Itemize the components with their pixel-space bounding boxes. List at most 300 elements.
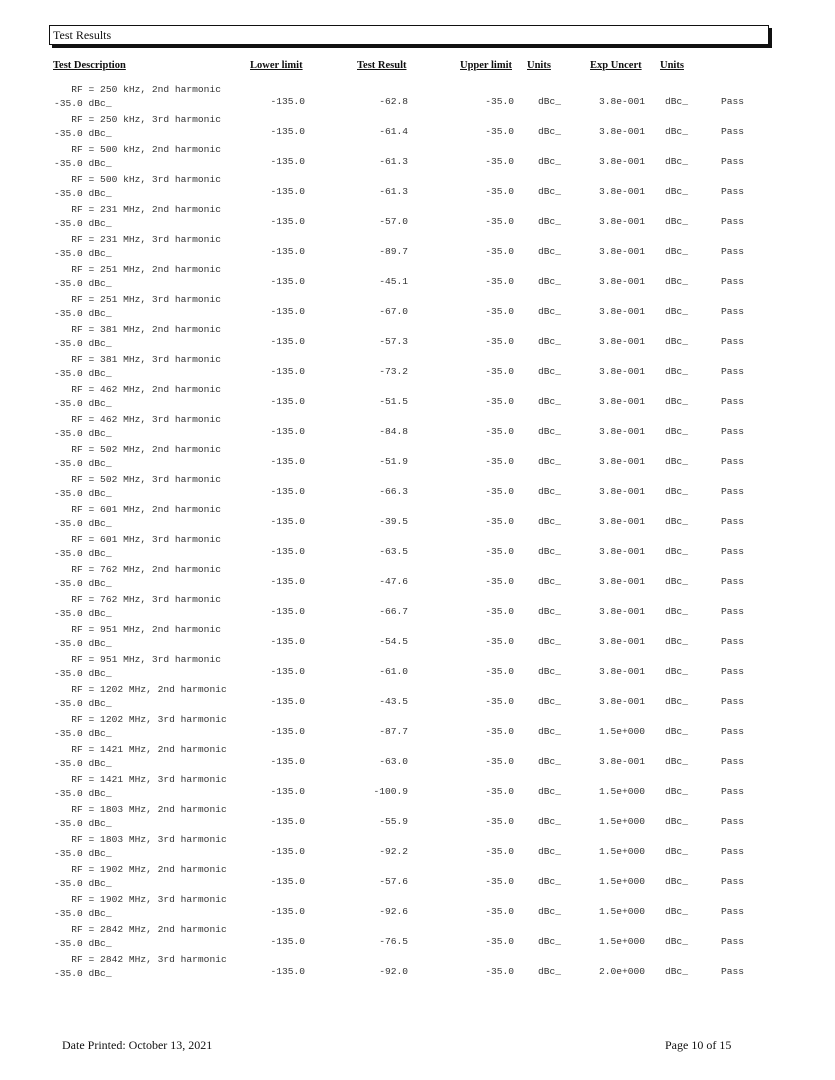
units-2-value: dBc_ xyxy=(665,786,689,797)
description-line-1: RF = 462 MHz, 2nd harmonic xyxy=(54,384,221,395)
table-row xyxy=(0,204,835,234)
test-result-value: -51.5 xyxy=(379,396,408,407)
units-2-value: dBc_ xyxy=(665,156,689,167)
upper-limit-value: -35.0 xyxy=(485,666,514,677)
description-line-1: RF = 762 MHz, 2nd harmonic xyxy=(54,564,221,575)
upper-limit-value: -35.0 xyxy=(485,426,514,437)
exp-uncert-value: 3.8e-001 xyxy=(598,576,645,587)
exp-uncert-value: 3.8e-001 xyxy=(598,756,645,767)
header-exp-uncert: Exp Uncert xyxy=(590,60,642,71)
description-line-1: RF = 502 MHz, 2nd harmonic xyxy=(54,444,221,455)
table-row xyxy=(0,774,835,804)
description-line-2: -35.0 dBc_ xyxy=(54,608,112,619)
units-value: dBc_ xyxy=(538,456,562,467)
description-line-2: -35.0 dBc_ xyxy=(54,548,112,559)
exp-uncert-value: 3.8e-001 xyxy=(598,486,645,497)
description-line-1: RF = 951 MHz, 2nd harmonic xyxy=(54,624,221,635)
table-row xyxy=(0,234,835,264)
table-row xyxy=(0,624,835,654)
units-2-value: dBc_ xyxy=(665,816,689,827)
description-line-1: RF = 251 MHz, 3rd harmonic xyxy=(54,294,221,305)
units-2-value: dBc_ xyxy=(665,606,689,617)
test-result-value: -57.6 xyxy=(379,876,408,887)
units-value: dBc_ xyxy=(538,666,562,677)
table-row xyxy=(0,474,835,504)
test-result-value: -66.3 xyxy=(379,486,408,497)
pass-fail-status: Pass xyxy=(721,366,745,377)
units-2-value: dBc_ xyxy=(665,366,689,377)
test-result-value: -73.2 xyxy=(379,366,408,377)
test-result-value: -54.5 xyxy=(379,636,408,647)
table-row xyxy=(0,534,835,564)
table-row xyxy=(0,954,835,984)
lower-limit-value: -135.0 xyxy=(270,546,305,557)
pass-fail-status: Pass xyxy=(721,876,745,887)
upper-limit-value: -35.0 xyxy=(485,726,514,737)
upper-limit-value: -35.0 xyxy=(485,276,514,287)
exp-uncert-value: 3.8e-001 xyxy=(598,336,645,347)
units-2-value: dBc_ xyxy=(665,516,689,527)
upper-limit-value: -35.0 xyxy=(485,786,514,797)
lower-limit-value: -135.0 xyxy=(270,606,305,617)
exp-uncert-value: 3.8e-001 xyxy=(598,276,645,287)
lower-limit-value: -135.0 xyxy=(270,906,305,917)
description-line-2: -35.0 dBc_ xyxy=(54,638,112,649)
exp-uncert-value: 2.0e+000 xyxy=(598,966,645,977)
table-row xyxy=(0,114,835,144)
lower-limit-value: -135.0 xyxy=(270,336,305,347)
upper-limit-value: -35.0 xyxy=(485,846,514,857)
description-line-1: RF = 231 MHz, 2nd harmonic xyxy=(54,204,221,215)
lower-limit-value: -135.0 xyxy=(270,396,305,407)
lower-limit-value: -135.0 xyxy=(270,306,305,317)
units-value: dBc_ xyxy=(538,156,562,167)
units-2-value: dBc_ xyxy=(665,546,689,557)
pass-fail-status: Pass xyxy=(721,936,745,947)
table-row xyxy=(0,804,835,834)
lower-limit-value: -135.0 xyxy=(270,756,305,767)
units-value: dBc_ xyxy=(538,216,562,227)
exp-uncert-value: 3.8e-001 xyxy=(598,216,645,227)
pass-fail-status: Pass xyxy=(721,546,745,557)
table-row xyxy=(0,414,835,444)
test-result-value: -61.3 xyxy=(379,156,408,167)
units-2-value: dBc_ xyxy=(665,696,689,707)
description-line-2: -35.0 dBc_ xyxy=(54,158,112,169)
lower-limit-value: -135.0 xyxy=(270,186,305,197)
test-result-value: -87.7 xyxy=(379,726,408,737)
units-2-value: dBc_ xyxy=(665,396,689,407)
description-line-1: RF = 250 kHz, 2nd harmonic xyxy=(54,84,221,95)
description-line-2: -35.0 dBc_ xyxy=(54,488,112,499)
table-row xyxy=(0,924,835,954)
table-row xyxy=(0,144,835,174)
units-value: dBc_ xyxy=(538,96,562,107)
units-value: dBc_ xyxy=(538,426,562,437)
exp-uncert-value: 3.8e-001 xyxy=(598,696,645,707)
table-row xyxy=(0,264,835,294)
description-line-2: -35.0 dBc_ xyxy=(54,428,112,439)
upper-limit-value: -35.0 xyxy=(485,156,514,167)
exp-uncert-value: 3.8e-001 xyxy=(598,186,645,197)
table-row xyxy=(0,174,835,204)
lower-limit-value: -135.0 xyxy=(270,816,305,827)
description-line-1: RF = 231 MHz, 3rd harmonic xyxy=(54,234,221,245)
pass-fail-status: Pass xyxy=(721,516,745,527)
upper-limit-value: -35.0 xyxy=(485,756,514,767)
upper-limit-value: -35.0 xyxy=(485,126,514,137)
table-row xyxy=(0,894,835,924)
units-value: dBc_ xyxy=(538,366,562,377)
description-line-1: RF = 462 MHz, 3rd harmonic xyxy=(54,414,221,425)
table-row xyxy=(0,834,835,864)
test-result-value: -43.5 xyxy=(379,696,408,707)
exp-uncert-value: 1.5e+000 xyxy=(598,906,645,917)
units-2-value: dBc_ xyxy=(665,936,689,947)
description-line-1: RF = 381 MHz, 3rd harmonic xyxy=(54,354,221,365)
pass-fail-status: Pass xyxy=(721,666,745,677)
description-line-2: -35.0 dBc_ xyxy=(54,128,112,139)
lower-limit-value: -135.0 xyxy=(270,936,305,947)
test-result-value: -84.8 xyxy=(379,426,408,437)
description-line-1: RF = 2842 MHz, 2nd harmonic xyxy=(54,924,227,935)
test-result-value: -57.3 xyxy=(379,336,408,347)
units-value: dBc_ xyxy=(538,516,562,527)
description-line-1: RF = 762 MHz, 3rd harmonic xyxy=(54,594,221,605)
lower-limit-value: -135.0 xyxy=(270,666,305,677)
test-result-value: -89.7 xyxy=(379,246,408,257)
pass-fail-status: Pass xyxy=(721,306,745,317)
units-value: dBc_ xyxy=(538,906,562,917)
header-units-2: Units xyxy=(660,60,684,71)
lower-limit-value: -135.0 xyxy=(270,366,305,377)
exp-uncert-value: 3.8e-001 xyxy=(598,126,645,137)
description-line-2: -35.0 dBc_ xyxy=(54,878,112,889)
units-2-value: dBc_ xyxy=(665,666,689,677)
table-row xyxy=(0,654,835,684)
test-result-value: -92.0 xyxy=(379,966,408,977)
description-line-2: -35.0 dBc_ xyxy=(54,98,112,109)
pass-fail-status: Pass xyxy=(721,456,745,467)
units-2-value: dBc_ xyxy=(665,336,689,347)
header-units: Units xyxy=(527,60,551,71)
test-result-value: -61.0 xyxy=(379,666,408,677)
upper-limit-value: -35.0 xyxy=(485,216,514,227)
description-line-2: -35.0 dBc_ xyxy=(54,338,112,349)
section-title: Test Results xyxy=(53,28,112,42)
units-value: dBc_ xyxy=(538,756,562,767)
exp-uncert-value: 3.8e-001 xyxy=(598,456,645,467)
header-upper-limit: Upper limit xyxy=(460,60,513,71)
units-value: dBc_ xyxy=(538,306,562,317)
exp-uncert-value: 3.8e-001 xyxy=(598,546,645,557)
test-result-value: -62.8 xyxy=(379,96,408,107)
description-line-2: -35.0 dBc_ xyxy=(54,938,112,949)
upper-limit-value: -35.0 xyxy=(485,966,514,977)
units-2-value: dBc_ xyxy=(665,756,689,767)
units-value: dBc_ xyxy=(538,636,562,647)
lower-limit-value: -135.0 xyxy=(270,96,305,107)
upper-limit-value: -35.0 xyxy=(485,396,514,407)
units-2-value: dBc_ xyxy=(665,486,689,497)
units-value: dBc_ xyxy=(538,576,562,587)
lower-limit-value: -135.0 xyxy=(270,636,305,647)
pass-fail-status: Pass xyxy=(721,96,745,107)
test-result-value: -61.3 xyxy=(379,186,408,197)
pass-fail-status: Pass xyxy=(721,636,745,647)
test-result-value: -55.9 xyxy=(379,816,408,827)
pass-fail-status: Pass xyxy=(721,906,745,917)
exp-uncert-value: 3.8e-001 xyxy=(598,666,645,677)
units-value: dBc_ xyxy=(538,726,562,737)
lower-limit-value: -135.0 xyxy=(270,966,305,977)
description-line-1: RF = 1202 MHz, 2nd harmonic xyxy=(54,684,227,695)
pass-fail-status: Pass xyxy=(721,726,745,737)
units-2-value: dBc_ xyxy=(665,456,689,467)
table-row xyxy=(0,714,835,744)
units-2-value: dBc_ xyxy=(665,126,689,137)
units-2-value: dBc_ xyxy=(665,726,689,737)
upper-limit-value: -35.0 xyxy=(485,96,514,107)
description-line-1: RF = 381 MHz, 2nd harmonic xyxy=(54,324,221,335)
upper-limit-value: -35.0 xyxy=(485,696,514,707)
test-result-value: -63.0 xyxy=(379,756,408,767)
pass-fail-status: Pass xyxy=(721,696,745,707)
test-result-value: -92.2 xyxy=(379,846,408,857)
description-line-1: RF = 1803 MHz, 3rd harmonic xyxy=(54,834,227,845)
upper-limit-value: -35.0 xyxy=(485,456,514,467)
upper-limit-value: -35.0 xyxy=(485,336,514,347)
description-line-1: RF = 250 kHz, 3rd harmonic xyxy=(54,114,221,125)
exp-uncert-value: 1.5e+000 xyxy=(598,936,645,947)
lower-limit-value: -135.0 xyxy=(270,246,305,257)
pass-fail-status: Pass xyxy=(721,786,745,797)
units-2-value: dBc_ xyxy=(665,636,689,647)
pass-fail-status: Pass xyxy=(721,486,745,497)
description-line-2: -35.0 dBc_ xyxy=(54,788,112,799)
test-result-value: -92.6 xyxy=(379,906,408,917)
section-title-box xyxy=(49,25,769,45)
table-row xyxy=(0,324,835,354)
description-line-1: RF = 1803 MHz, 2nd harmonic xyxy=(54,804,227,815)
units-2-value: dBc_ xyxy=(665,186,689,197)
units-value: dBc_ xyxy=(538,276,562,287)
description-line-1: RF = 1902 MHz, 3rd harmonic xyxy=(54,894,227,905)
description-line-1: RF = 500 kHz, 2nd harmonic xyxy=(54,144,221,155)
units-value: dBc_ xyxy=(538,546,562,557)
test-result-value: -51.9 xyxy=(379,456,408,467)
pass-fail-status: Pass xyxy=(721,426,745,437)
description-line-2: -35.0 dBc_ xyxy=(54,578,112,589)
pass-fail-status: Pass xyxy=(721,246,745,257)
upper-limit-value: -35.0 xyxy=(485,876,514,887)
pass-fail-status: Pass xyxy=(721,216,745,227)
units-2-value: dBc_ xyxy=(665,96,689,107)
table-row xyxy=(0,384,835,414)
exp-uncert-value: 3.8e-001 xyxy=(598,426,645,437)
lower-limit-value: -135.0 xyxy=(270,726,305,737)
description-line-1: RF = 251 MHz, 2nd harmonic xyxy=(54,264,221,275)
upper-limit-value: -35.0 xyxy=(485,366,514,377)
table-row xyxy=(0,354,835,384)
units-value: dBc_ xyxy=(538,486,562,497)
exp-uncert-value: 3.8e-001 xyxy=(598,516,645,527)
lower-limit-value: -135.0 xyxy=(270,516,305,527)
table-row xyxy=(0,444,835,474)
units-value: dBc_ xyxy=(538,786,562,797)
units-2-value: dBc_ xyxy=(665,426,689,437)
table-row xyxy=(0,744,835,774)
exp-uncert-value: 3.8e-001 xyxy=(598,246,645,257)
exp-uncert-value: 3.8e-001 xyxy=(598,156,645,167)
description-line-1: RF = 2842 MHz, 3rd harmonic xyxy=(54,954,227,965)
units-value: dBc_ xyxy=(538,396,562,407)
upper-limit-value: -35.0 xyxy=(485,936,514,947)
units-value: dBc_ xyxy=(538,336,562,347)
results-table xyxy=(0,84,835,984)
description-line-1: RF = 1202 MHz, 3rd harmonic xyxy=(54,714,227,725)
pass-fail-status: Pass xyxy=(721,126,745,137)
description-line-2: -35.0 dBc_ xyxy=(54,368,112,379)
pass-fail-status: Pass xyxy=(721,846,745,857)
test-result-value: -45.1 xyxy=(379,276,408,287)
units-2-value: dBc_ xyxy=(665,966,689,977)
pass-fail-status: Pass xyxy=(721,276,745,287)
header-lower-limit: Lower limit xyxy=(250,60,303,71)
upper-limit-value: -35.0 xyxy=(485,486,514,497)
pass-fail-status: Pass xyxy=(721,186,745,197)
pass-fail-status: Pass xyxy=(721,396,745,407)
lower-limit-value: -135.0 xyxy=(270,486,305,497)
lower-limit-value: -135.0 xyxy=(270,846,305,857)
exp-uncert-value: 1.5e+000 xyxy=(598,846,645,857)
units-2-value: dBc_ xyxy=(665,876,689,887)
description-line-1: RF = 1421 MHz, 2nd harmonic xyxy=(54,744,227,755)
pass-fail-status: Pass xyxy=(721,336,745,347)
test-result-value: -63.5 xyxy=(379,546,408,557)
test-result-value: -57.0 xyxy=(379,216,408,227)
units-value: dBc_ xyxy=(538,126,562,137)
upper-limit-value: -35.0 xyxy=(485,636,514,647)
exp-uncert-value: 1.5e+000 xyxy=(598,786,645,797)
pass-fail-status: Pass xyxy=(721,156,745,167)
lower-limit-value: -135.0 xyxy=(270,156,305,167)
upper-limit-value: -35.0 xyxy=(485,546,514,557)
test-result-value: -61.4 xyxy=(379,126,408,137)
upper-limit-value: -35.0 xyxy=(485,516,514,527)
lower-limit-value: -135.0 xyxy=(270,216,305,227)
description-line-1: RF = 951 MHz, 3rd harmonic xyxy=(54,654,221,665)
description-line-2: -35.0 dBc_ xyxy=(54,278,112,289)
lower-limit-value: -135.0 xyxy=(270,276,305,287)
test-result-value: -76.5 xyxy=(379,936,408,947)
description-line-1: RF = 1902 MHz, 2nd harmonic xyxy=(54,864,227,875)
exp-uncert-value: 3.8e-001 xyxy=(598,606,645,617)
pass-fail-status: Pass xyxy=(721,606,745,617)
table-row xyxy=(0,564,835,594)
table-row xyxy=(0,594,835,624)
date-printed: Date Printed: October 13, 2021 xyxy=(62,1038,213,1052)
description-line-1: RF = 601 MHz, 3rd harmonic xyxy=(54,534,221,545)
description-line-1: RF = 502 MHz, 3rd harmonic xyxy=(54,474,221,485)
test-result-value: -66.7 xyxy=(379,606,408,617)
upper-limit-value: -35.0 xyxy=(485,246,514,257)
units-2-value: dBc_ xyxy=(665,906,689,917)
units-value: dBc_ xyxy=(538,846,562,857)
units-value: dBc_ xyxy=(538,696,562,707)
description-line-2: -35.0 dBc_ xyxy=(54,698,112,709)
units-value: dBc_ xyxy=(538,246,562,257)
pass-fail-status: Pass xyxy=(721,966,745,977)
pass-fail-status: Pass xyxy=(721,816,745,827)
table-row xyxy=(0,84,835,114)
test-result-value: -47.6 xyxy=(379,576,408,587)
lower-limit-value: -135.0 xyxy=(270,876,305,887)
units-value: dBc_ xyxy=(538,876,562,887)
description-line-2: -35.0 dBc_ xyxy=(54,848,112,859)
description-line-2: -35.0 dBc_ xyxy=(54,218,112,229)
exp-uncert-value: 3.8e-001 xyxy=(598,636,645,647)
lower-limit-value: -135.0 xyxy=(270,696,305,707)
description-line-1: RF = 601 MHz, 2nd harmonic xyxy=(54,504,221,515)
description-line-2: -35.0 dBc_ xyxy=(54,518,112,529)
units-2-value: dBc_ xyxy=(665,846,689,857)
description-line-2: -35.0 dBc_ xyxy=(54,458,112,469)
table-row xyxy=(0,294,835,324)
units-value: dBc_ xyxy=(538,966,562,977)
units-value: dBc_ xyxy=(538,186,562,197)
exp-uncert-value: 3.8e-001 xyxy=(598,96,645,107)
header-test-result: Test Result xyxy=(357,60,407,71)
exp-uncert-value: 3.8e-001 xyxy=(598,306,645,317)
description-line-2: -35.0 dBc_ xyxy=(54,398,112,409)
upper-limit-value: -35.0 xyxy=(485,576,514,587)
lower-limit-value: -135.0 xyxy=(270,456,305,467)
description-line-2: -35.0 dBc_ xyxy=(54,728,112,739)
exp-uncert-value: 1.5e+000 xyxy=(598,816,645,827)
description-line-1: RF = 1421 MHz, 3rd harmonic xyxy=(54,774,227,785)
description-line-2: -35.0 dBc_ xyxy=(54,758,112,769)
lower-limit-value: -135.0 xyxy=(270,576,305,587)
description-line-2: -35.0 dBc_ xyxy=(54,668,112,679)
exp-uncert-value: 3.8e-001 xyxy=(598,366,645,377)
upper-limit-value: -35.0 xyxy=(485,186,514,197)
units-value: dBc_ xyxy=(538,816,562,827)
upper-limit-value: -35.0 xyxy=(485,306,514,317)
description-line-2: -35.0 dBc_ xyxy=(54,188,112,199)
test-result-value: -100.9 xyxy=(373,786,408,797)
exp-uncert-value: 1.5e+000 xyxy=(598,726,645,737)
upper-limit-value: -35.0 xyxy=(485,606,514,617)
test-result-value: -67.0 xyxy=(379,306,408,317)
units-value: dBc_ xyxy=(538,936,562,947)
units-2-value: dBc_ xyxy=(665,216,689,227)
units-2-value: dBc_ xyxy=(665,306,689,317)
units-2-value: dBc_ xyxy=(665,576,689,587)
lower-limit-value: -135.0 xyxy=(270,426,305,437)
units-2-value: dBc_ xyxy=(665,246,689,257)
description-line-2: -35.0 dBc_ xyxy=(54,968,112,979)
description-line-1: RF = 500 kHz, 3rd harmonic xyxy=(54,174,221,185)
exp-uncert-value: 3.8e-001 xyxy=(598,396,645,407)
description-line-2: -35.0 dBc_ xyxy=(54,818,112,829)
table-row xyxy=(0,684,835,714)
lower-limit-value: -135.0 xyxy=(270,126,305,137)
lower-limit-value: -135.0 xyxy=(270,786,305,797)
table-row xyxy=(0,864,835,894)
description-line-2: -35.0 dBc_ xyxy=(54,248,112,259)
pass-fail-status: Pass xyxy=(721,576,745,587)
